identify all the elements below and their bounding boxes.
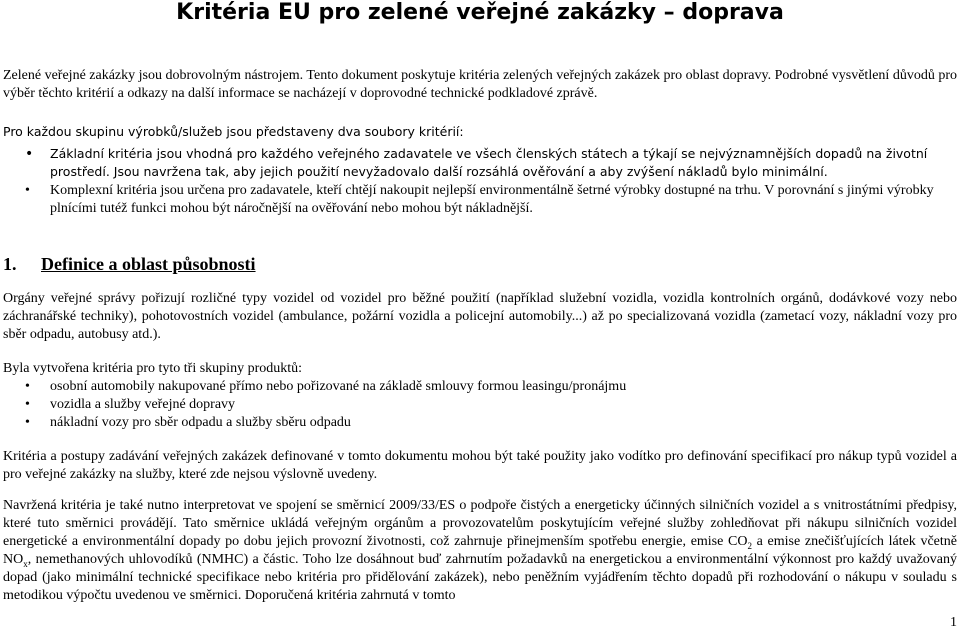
group-text: osobní automobily nakupované přímo nebo pořizované na základě smlouvy formou leasingu/pronájmu	[50, 379, 627, 394]
comprehensive-criteria-text: Komplexní kritéria jsou určena pro zadavatele, kteří chtějí nakoupit nejlepší environmentálně šetrné výrobky dostupné na trhu. V porovnání s jinými výrobky plnícími tutéž funkci mohou být náročnější na ověřování nebo mohou být nákladnější.	[50, 183, 934, 216]
bullet-icon	[25, 145, 35, 163]
subscript: x	[23, 558, 28, 569]
bullet-icon	[25, 414, 35, 432]
list-item	[3, 396, 957, 414]
list-item	[3, 145, 957, 181]
section-heading	[3, 252, 256, 276]
core-criteria-text: Základní kritéria jsou vhodná pro každého veřejného zadavatele ve všech členských státech a týkají se nejvýznamnějších dopadů na životní prostředí. Jsou navržena tak, aby jejich použití nevyžadovalo další rozsáhlá ověřování a aby zvýšení nákladů bylo minimální.	[50, 146, 928, 179]
intro-paragraph: Zelené veřejné zakázky jsou dobrovolným nástrojem. Tento dokument poskytuje kritéria zelených veřejných zakázek pro oblast dopravy. Podrobné vysvětlení důvodů pro výběr těchto kritérií a odkazy na další informace se nacházejí v doprovodné technické podkladové zprávě.	[3, 68, 957, 101]
procedures-paragraph: Kritéria a postupy zadávání veřejných zakázek definované v tomto dokumentu mohou být také použity jako vodítko pro definování specifikací pro nákup typů vozidel a pro veřejné zakázky na služby, které zde nejsou výslovně uvedeny.	[3, 449, 957, 482]
group-text: nákladní vozy pro sběr odpadu a služby sběru odpadu	[50, 415, 351, 430]
section-title: Definice a oblast působnosti	[41, 254, 256, 274]
bullet-icon	[25, 182, 35, 200]
directive-paragraph	[3, 497, 957, 605]
section-number: 1.	[3, 254, 17, 274]
page-number: 1	[950, 615, 957, 630]
vehicles-paragraph: Orgány veřejné správy pořizují rozličné typy vozidel od vozidel pro běžné použití (například služební vozidla, vozidla kontrolních orgánů, dodávkové vozy nebo záchranářské techniky), pohotovostních vozidel (ambulance, požární vozidla a policejní automobily...) až po specializovaná vozidla (zametací vozy, nákladní vozy pro sběr odpadu, autobusy atd.).	[3, 291, 957, 342]
bullet-icon	[25, 378, 35, 396]
criteria-sets-intro: Pro každou skupinu výrobků/služeb jsou představeny dva soubory kritérií:	[3, 124, 464, 139]
list-item	[3, 414, 957, 432]
group-text: vozidla a služby veřejné dopravy	[50, 397, 236, 412]
subscript: 2	[747, 540, 752, 551]
groups-intro: Byla vytvořena kritéria pro tyto tři skupiny produktů:	[3, 361, 303, 376]
directive-text-part: , nemethanových uhlovodíků (NMHC) a částic. Toho lze dosáhnout buď zahrnutím požadavků na energetickou a environmentální výkonnost pro každý uvažovaný dopad (jako minimální technické specifikace nebo kritéria pro přidělování zakázek), nebo peněžním vyjádřením těchto dopadů při rozhodování o nákupu v souladu s metodikou výpočtu uvedenou ve směrnici. Doporučená kritéria zahrnutá v tomto	[3, 552, 957, 603]
list-item	[3, 378, 957, 396]
criteria-sets-list	[3, 145, 957, 218]
list-item	[3, 182, 957, 218]
directive-text-part: a emise znečišťujících látek včetně NO	[3, 534, 957, 567]
product-groups-list	[3, 378, 957, 432]
bullet-icon	[25, 396, 35, 414]
document-title: Kritéria EU pro zelené veřejné zakázky – doprava	[176, 0, 784, 25]
directive-text-part: Navržená kritéria je také nutno interpretovat ve spojení se směrnicí 2009/33/ES o podpoře čistých a energeticky účinných silničních vozidel a s vnitrostátními předpisy, které tuto směrnici provádějí. Tato směrnice ukládá veřejným orgánům a provozovatelům poskytujícím veřejné služby zohledňovat při nákupu silničních vozidel energetické a environmentální dopady po dobu jejich provozní životnosti, což zahrnuje přinejmenším spotřebu energie, emise CO	[3, 498, 957, 549]
